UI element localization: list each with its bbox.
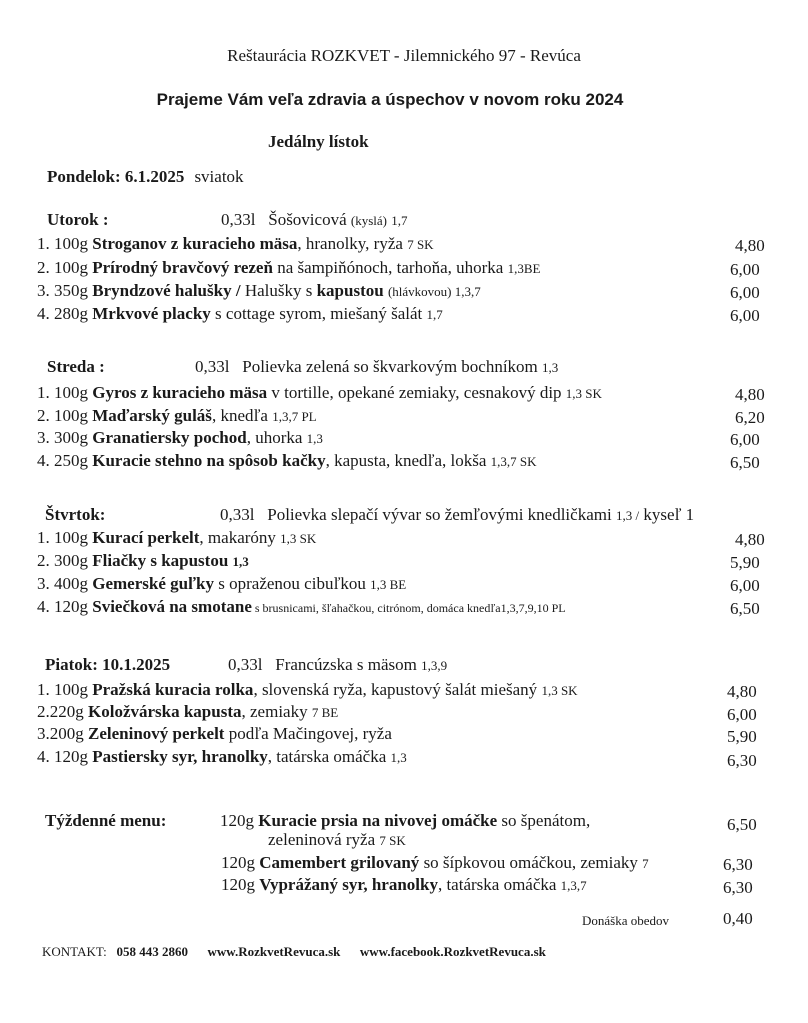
tuesday-soup bbox=[221, 210, 407, 230]
list-item: 1. 100g Pražská kuracia rolka, slovenská ryža, kapustový šalát miešaný 1,3 SK bbox=[37, 680, 578, 699]
list-item: 120g Camembert grilovaný so šípkovou omáčkou, zemiaky 7 bbox=[221, 853, 649, 872]
item-price: 6,00 bbox=[730, 576, 760, 595]
contact-phone: 058 443 2860 bbox=[116, 944, 188, 959]
monday-line bbox=[47, 167, 244, 187]
list-item: 4. 250g Kuracie stehno na spôsob kačky, kapusta, knedľa, lokša 1,3,7 SK bbox=[37, 451, 537, 470]
list-item: 4. 120g Pastiersky syr, hranolky, tatárska omáčka 1,3 bbox=[37, 747, 407, 766]
list-item: 2. 100g Prírodný bravčový rezeň na šampiňónoch, tarhoňa, uhorka 1,3BE bbox=[37, 258, 541, 277]
item-price: 6,00 bbox=[730, 306, 760, 325]
item-price: 6,00 bbox=[730, 283, 760, 302]
list-item: 3. 300g Granatiersky pochod, uhorka 1,3 bbox=[37, 428, 323, 447]
item-price: 4,80 bbox=[735, 236, 765, 255]
tuesday-label: Utorok : bbox=[47, 210, 109, 229]
item-price: 4,80 bbox=[727, 682, 757, 701]
delivery-price: 0,40 bbox=[723, 909, 753, 928]
list-item-continued: zeleninová ryža 7 SK bbox=[268, 830, 406, 849]
list-item: 1. 100g Stroganov z kuracieho mäsa, hranolky, ryža 7 SK bbox=[37, 234, 434, 253]
monday-label: Pondelok: 6.1.2025 bbox=[47, 167, 185, 186]
delivery-label: Donáška obedov bbox=[582, 913, 670, 928]
list-item: 4. 280g Mrkvové placky s cottage syrom, miešaný šalát 1,7 bbox=[37, 304, 443, 323]
item-price: 5,90 bbox=[727, 727, 757, 746]
item-price: 6,20 bbox=[735, 408, 765, 427]
website-link[interactable]: www.RozkvetRevuca.sk bbox=[207, 944, 341, 959]
footer bbox=[42, 944, 546, 960]
list-item: 1. 100g Kurací perkelt, makaróny 1,3 SK bbox=[37, 528, 317, 547]
list-item: 120g Vyprážaný syr, hranolky, tatárska omáčka 1,3,7 bbox=[221, 875, 587, 894]
item-price: 6,00 bbox=[730, 430, 760, 449]
item-price: 6,00 bbox=[727, 705, 757, 724]
item-price: 6,50 bbox=[730, 453, 760, 472]
list-item: 4. 120g Sviečková na smotane s brusnicami, šľahačkou, citrónom, domáca knedľa1,3,7,9,10 PL bbox=[37, 597, 566, 616]
greeting: Prajeme Vám veľa zdravia a úspechov v novom roku 2024 bbox=[156, 90, 624, 109]
thursday-soup: 0,33l Polievka slepačí vývar so žemľovými knedličkami 1,3 / kyseľ 1 bbox=[220, 505, 695, 524]
monday-note: sviatok bbox=[194, 167, 244, 186]
soup-allergens: 1,7 bbox=[391, 213, 408, 228]
contact-label: KONTAKT: bbox=[42, 944, 107, 959]
thursday-header bbox=[45, 505, 785, 527]
item-price: 5,90 bbox=[730, 553, 760, 572]
list-item: 2.220g Koložvárska kapusta, zemiaky 7 BE bbox=[37, 702, 339, 721]
list-item: 2. 300g Fliačky s kapustou 1,3 bbox=[37, 551, 249, 570]
list-item: 3. 350g Bryndzové halušky / Halušky s kapustou (hlávkovou) 1,3,7 bbox=[37, 281, 481, 300]
item-price: 6,50 bbox=[730, 599, 760, 618]
item-price: 6,00 bbox=[730, 260, 760, 279]
wednesday-soup: 0,33l Polievka zelená so škvarkovým bochníkom 1,3 bbox=[195, 357, 559, 376]
list-item: 2. 100g Maďarský guláš, knedľa 1,3,7 PL bbox=[37, 406, 317, 425]
item-price: 4,80 bbox=[735, 530, 765, 549]
wednesday-header bbox=[47, 357, 777, 379]
list-item: 3. 400g Gemerské guľky s opraženou cibuľkou 1,3 BE bbox=[37, 574, 407, 593]
list-item: 3.200g Zeleninový perkelt podľa Mačingovej, ryža bbox=[37, 724, 392, 743]
wednesday-label: Streda : bbox=[47, 357, 105, 376]
soup-qty: 0,33l bbox=[221, 210, 256, 229]
item-price: 6,30 bbox=[727, 751, 757, 770]
restaurant-header: Reštaurácia ROZKVET - Jilemnického 97 - Revúca bbox=[227, 46, 581, 65]
friday-header bbox=[45, 655, 785, 677]
thursday-label: Štvrtok: bbox=[45, 505, 106, 524]
weekly-label: Týždenné menu: bbox=[45, 811, 167, 830]
item-price: 6,50 bbox=[727, 815, 757, 834]
friday-soup: 0,33l Francúzska s mäsom 1,3,9 bbox=[228, 655, 448, 674]
soup-note: (kyslá) bbox=[350, 213, 387, 228]
menu-title: Jedálny lístok bbox=[268, 132, 369, 151]
item-price: 4,80 bbox=[735, 385, 765, 404]
list-item: 1. 100g Gyros z kuracieho mäsa v tortille, opekané zemiaky, cesnakový dip 1,3 SK bbox=[37, 383, 602, 402]
list-item: 120g Kuracie prsia na nivovej omáčke so špenátom, bbox=[220, 811, 591, 830]
facebook-link[interactable]: www.facebook.RozkvetRevuca.sk bbox=[359, 944, 546, 959]
friday-label: Piatok: 10.1.2025 bbox=[45, 655, 171, 674]
soup-name: Šošovicová bbox=[268, 210, 347, 229]
item-price: 6,30 bbox=[723, 878, 753, 897]
item-price: 6,30 bbox=[723, 855, 753, 874]
